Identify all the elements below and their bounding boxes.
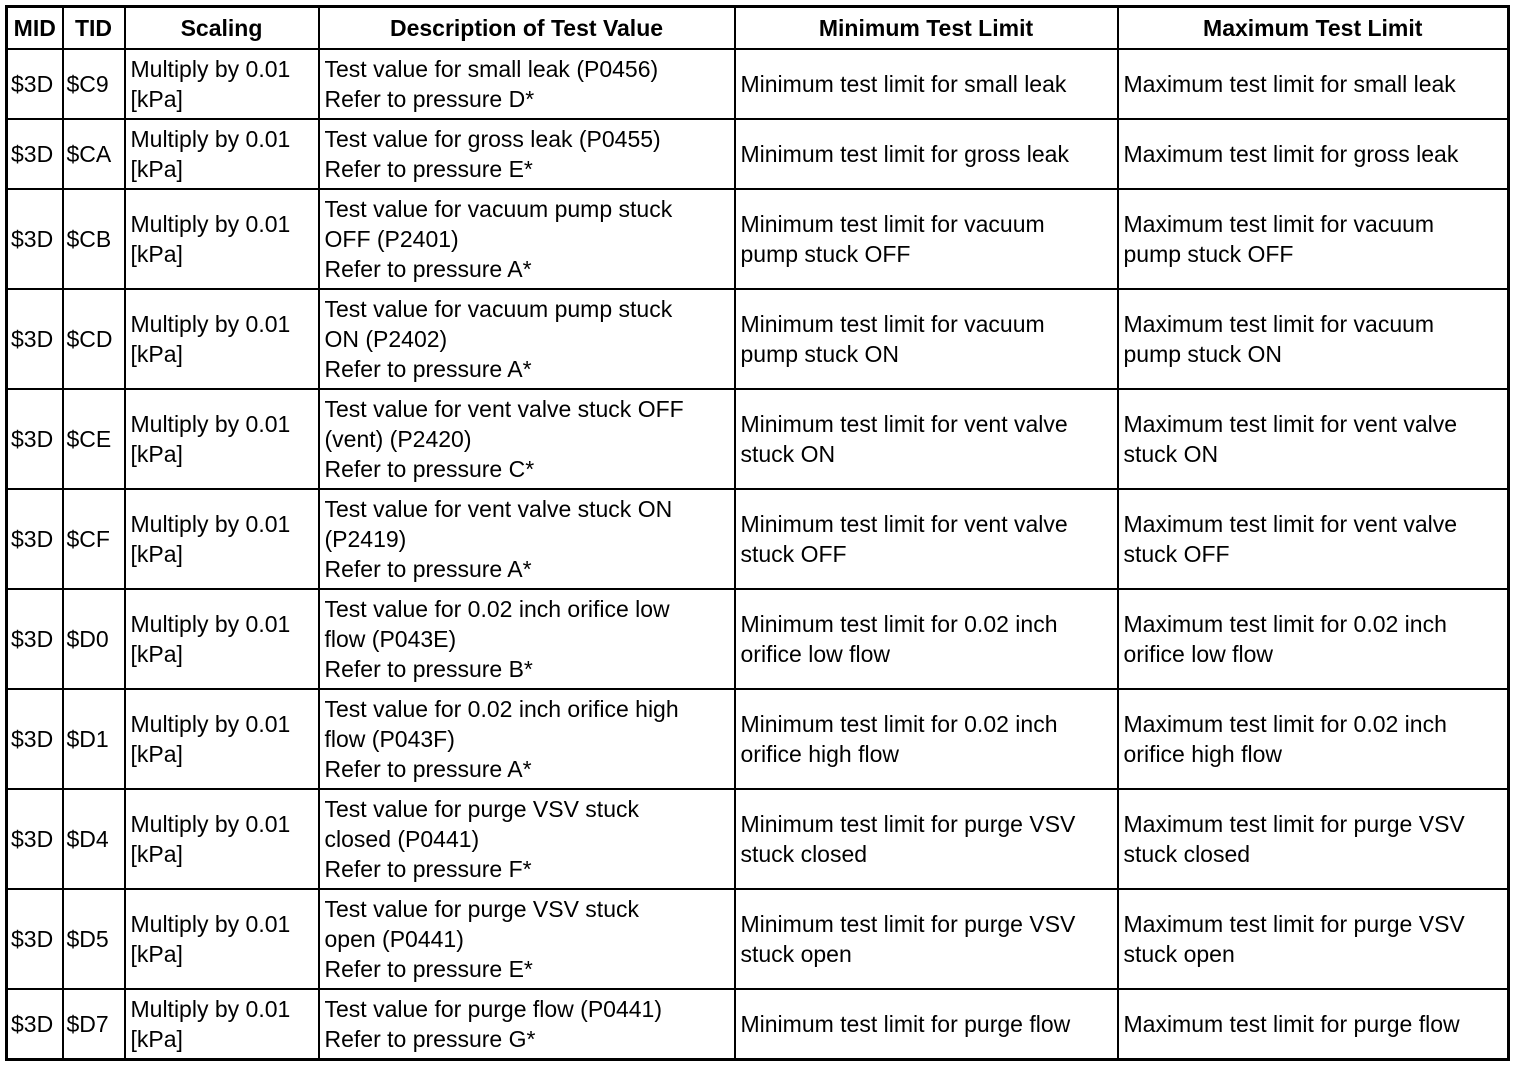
scaling-cell-line: [kPa]: [130, 1026, 183, 1052]
description-cell: [319, 49, 735, 119]
table-row: [7, 989, 1509, 1060]
table-row: [7, 889, 1509, 989]
description-cell-line: Test value for 0.02 inch orifice high: [324, 696, 679, 722]
description-cell-line: Test value for vacuum pump stuck: [324, 196, 673, 222]
header-tid: TID: [63, 7, 125, 50]
scaling-cell: [125, 789, 319, 889]
scaling-cell-line: [kPa]: [130, 541, 183, 567]
description-cell-line: Test value for 0.02 inch orifice low: [324, 596, 670, 622]
description-cell-line: (P2419): [324, 526, 407, 552]
minimum-limit-cell: [735, 289, 1118, 389]
maximum-limit-cell: [1118, 789, 1509, 889]
table-row: [7, 589, 1509, 689]
maximum-limit-cell-line: stuck ON: [1123, 441, 1219, 467]
table-header-row: [7, 7, 1509, 50]
header-description: Description of Test Value: [319, 7, 735, 50]
maximum-limit-cell-line: stuck OFF: [1123, 541, 1230, 567]
tid-cell: $CE: [63, 389, 125, 489]
minimum-limit-cell: [735, 49, 1118, 119]
table-row: [7, 289, 1509, 389]
mid-cell: $3D: [7, 889, 63, 989]
description-cell-line: Refer to pressure A*: [324, 356, 532, 382]
scaling-cell-line: [kPa]: [130, 641, 183, 667]
tid-cell: $D1: [63, 689, 125, 789]
scaling-cell-line: [kPa]: [130, 86, 183, 112]
maximum-limit-cell: [1118, 189, 1509, 289]
minimum-limit-cell: [735, 689, 1118, 789]
scaling-cell: [125, 389, 319, 489]
description-cell-line: flow (P043E): [324, 626, 457, 652]
description-cell-line: Test value for vent valve stuck OFF: [324, 396, 684, 422]
mid-cell: $3D: [7, 489, 63, 589]
maximum-limit-cell: [1118, 589, 1509, 689]
scaling-cell-line: Multiply by 0.01: [130, 911, 291, 937]
mid-cell: $3D: [7, 589, 63, 689]
scaling-cell-line: Multiply by 0.01: [130, 511, 291, 537]
minimum-limit-cell-line: Minimum test limit for purge VSV: [740, 911, 1076, 937]
maximum-limit-cell-line: Maximum test limit for vent valve: [1123, 411, 1458, 437]
description-cell: [319, 589, 735, 689]
scaling-cell-line: Multiply by 0.01: [130, 996, 291, 1022]
minimum-limit-cell-line: Minimum test limit for 0.02 inch: [740, 611, 1058, 637]
tid-cell: $D4: [63, 789, 125, 889]
maximum-limit-cell-line: Maximum test limit for 0.02 inch: [1123, 611, 1447, 637]
description-cell: [319, 989, 735, 1060]
scaling-cell: [125, 189, 319, 289]
mid-cell: $3D: [7, 689, 63, 789]
description-cell-line: Test value for purge VSV stuck: [324, 896, 639, 922]
minimum-limit-cell-line: Minimum test limit for vacuum: [740, 311, 1045, 337]
maximum-limit-cell: [1118, 689, 1509, 789]
minimum-limit-cell-line: Minimum test limit for 0.02 inch: [740, 711, 1058, 737]
tid-cell: $D0: [63, 589, 125, 689]
description-cell: [319, 489, 735, 589]
description-cell-line: Test value for purge VSV stuck: [324, 796, 639, 822]
tid-cell: $CA: [63, 119, 125, 189]
maximum-limit-cell-line: pump stuck ON: [1123, 341, 1282, 367]
description-cell-line: Refer to pressure A*: [324, 756, 532, 782]
description-cell: [319, 889, 735, 989]
description-cell-line: Refer to pressure E*: [324, 156, 533, 182]
mid-cell: $3D: [7, 49, 63, 119]
description-cell-line: Test value for vacuum pump stuck: [324, 296, 673, 322]
scaling-cell-line: Multiply by 0.01: [130, 711, 291, 737]
description-cell: [319, 289, 735, 389]
maximum-limit-cell-line: Maximum test limit for vacuum: [1123, 311, 1435, 337]
mid-cell: $3D: [7, 119, 63, 189]
description-cell-line: Refer to pressure F*: [324, 856, 532, 882]
maximum-limit-cell: [1118, 289, 1509, 389]
test-limits-document: [5, 5, 1507, 1061]
maximum-limit-cell-line: orifice high flow: [1123, 741, 1283, 767]
description-cell-line: (vent) (P2420): [324, 426, 472, 452]
scaling-cell-line: [kPa]: [130, 741, 183, 767]
maximum-limit-cell-line: Maximum test limit for vent valve: [1123, 511, 1458, 537]
scaling-cell: [125, 589, 319, 689]
maximum-limit-cell-line: Maximum test limit for purge VSV: [1123, 911, 1465, 937]
description-cell-line: Refer to pressure A*: [324, 256, 532, 282]
minimum-limit-cell: [735, 489, 1118, 589]
minimum-limit-cell-line: orifice low flow: [740, 641, 891, 667]
minimum-limit-cell: [735, 789, 1118, 889]
minimum-limit-cell-line: orifice high flow: [740, 741, 900, 767]
maximum-limit-cell-line: Maximum test limit for vacuum: [1123, 211, 1435, 237]
description-cell-line: Test value for gross leak (P0455): [324, 126, 661, 152]
minimum-limit-cell: [735, 389, 1118, 489]
tid-cell: $CB: [63, 189, 125, 289]
minimum-limit-cell-line: stuck OFF: [740, 541, 847, 567]
maximum-limit-cell: [1118, 389, 1509, 489]
description-cell-line: Refer to pressure G*: [324, 1026, 536, 1052]
scaling-cell-line: [kPa]: [130, 941, 183, 967]
scaling-cell: [125, 49, 319, 119]
header-scaling: Scaling: [125, 7, 319, 50]
description-cell-line: Refer to pressure B*: [324, 656, 533, 682]
description-cell-line: OFF (P2401): [324, 226, 459, 252]
minimum-limit-cell-line: Minimum test limit for vent valve: [740, 511, 1068, 537]
minimum-limit-cell: [735, 989, 1118, 1060]
scaling-cell-line: Multiply by 0.01: [130, 411, 291, 437]
description-cell-line: ON (P2402): [324, 326, 448, 352]
scaling-cell-line: Multiply by 0.01: [130, 611, 291, 637]
minimum-limit-cell-line: stuck ON: [740, 441, 836, 467]
scaling-cell-line: Multiply by 0.01: [130, 56, 291, 82]
minimum-limit-cell-line: Minimum test limit for small leak: [740, 71, 1067, 97]
minimum-limit-cell: [735, 889, 1118, 989]
table-row: [7, 49, 1509, 119]
description-cell-line: Test value for vent valve stuck ON: [324, 496, 673, 522]
minimum-limit-cell-line: stuck open: [740, 941, 852, 967]
description-cell-line: flow (P043F): [324, 726, 455, 752]
mid-cell: $3D: [7, 789, 63, 889]
maximum-limit-cell-line: Maximum test limit for 0.02 inch: [1123, 711, 1447, 737]
scaling-cell: [125, 889, 319, 989]
scaling-cell-line: [kPa]: [130, 341, 183, 367]
scaling-cell-line: [kPa]: [130, 241, 183, 267]
scaling-cell-line: Multiply by 0.01: [130, 211, 291, 237]
mid-cell: $3D: [7, 289, 63, 389]
scaling-cell: [125, 289, 319, 389]
minimum-limit-cell-line: pump stuck ON: [740, 341, 899, 367]
description-cell-line: open (P0441): [324, 926, 464, 952]
tid-cell: $D7: [63, 989, 125, 1060]
description-cell: [319, 189, 735, 289]
description-cell: [319, 119, 735, 189]
tid-cell: $CF: [63, 489, 125, 589]
description-cell-line: Test value for purge flow (P0441): [324, 996, 663, 1022]
table-row: [7, 689, 1509, 789]
scaling-cell-line: [kPa]: [130, 441, 183, 467]
scaling-cell-line: [kPa]: [130, 841, 183, 867]
maximum-limit-cell-line: Maximum test limit for gross leak: [1123, 141, 1459, 167]
table-row: [7, 789, 1509, 889]
table-row: [7, 489, 1509, 589]
table-row: [7, 119, 1509, 189]
minimum-limit-cell-line: Minimum test limit for gross leak: [740, 141, 1069, 167]
tid-cell: $CD: [63, 289, 125, 389]
minimum-limit-cell-line: stuck closed: [740, 841, 868, 867]
description-cell-line: closed (P0441): [324, 826, 480, 852]
minimum-limit-cell: [735, 119, 1118, 189]
tid-cell: $D5: [63, 889, 125, 989]
maximum-limit-cell-line: orifice low flow: [1123, 641, 1274, 667]
minimum-limit-cell: [735, 189, 1118, 289]
tid-cell: $C9: [63, 49, 125, 119]
scaling-cell: [125, 119, 319, 189]
maximum-limit-cell: [1118, 889, 1509, 989]
maximum-limit-cell-line: Maximum test limit for purge VSV: [1123, 811, 1465, 837]
scaling-cell-line: Multiply by 0.01: [130, 811, 291, 837]
table-row: [7, 389, 1509, 489]
description-cell-line: Refer to pressure A*: [324, 556, 532, 582]
maximum-limit-cell: [1118, 989, 1509, 1060]
scaling-cell: [125, 489, 319, 589]
maximum-limit-cell-line: stuck closed: [1123, 841, 1251, 867]
description-cell-line: Refer to pressure E*: [324, 956, 533, 982]
table-body: [7, 49, 1509, 1060]
header-mid: MID: [7, 7, 63, 50]
maximum-limit-cell: [1118, 49, 1509, 119]
scaling-cell: [125, 689, 319, 789]
table-row: [7, 189, 1509, 289]
maximum-limit-cell-line: Maximum test limit for purge flow: [1123, 1011, 1460, 1037]
description-cell: [319, 689, 735, 789]
maximum-limit-cell-line: Maximum test limit for small leak: [1123, 71, 1456, 97]
scaling-cell: [125, 989, 319, 1060]
maximum-limit-cell: [1118, 119, 1509, 189]
description-cell: [319, 389, 735, 489]
description-cell-line: Refer to pressure C*: [324, 456, 535, 482]
mid-cell: $3D: [7, 389, 63, 489]
minimum-limit-cell: [735, 589, 1118, 689]
maximum-limit-cell: [1118, 489, 1509, 589]
scaling-cell-line: Multiply by 0.01: [130, 311, 291, 337]
mid-cell: $3D: [7, 189, 63, 289]
minimum-limit-cell-line: Minimum test limit for vacuum: [740, 211, 1045, 237]
scaling-cell-line: [kPa]: [130, 156, 183, 182]
minimum-limit-cell-line: pump stuck OFF: [740, 241, 911, 267]
minimum-limit-cell-line: Minimum test limit for vent valve: [740, 411, 1068, 437]
minimum-limit-cell-line: Minimum test limit for purge VSV: [740, 811, 1076, 837]
description-cell-line: Test value for small leak (P0456): [324, 56, 659, 82]
monitor-test-table: [5, 5, 1510, 1061]
description-cell: [319, 789, 735, 889]
mid-cell: $3D: [7, 989, 63, 1060]
scaling-cell-line: Multiply by 0.01: [130, 126, 291, 152]
description-cell-line: Refer to pressure D*: [324, 86, 535, 112]
maximum-limit-cell-line: stuck open: [1123, 941, 1235, 967]
minimum-limit-cell-line: Minimum test limit for purge flow: [740, 1011, 1071, 1037]
header-maximum-limit: Maximum Test Limit: [1118, 7, 1509, 50]
header-minimum-limit: Minimum Test Limit: [735, 7, 1118, 50]
maximum-limit-cell-line: pump stuck OFF: [1123, 241, 1294, 267]
